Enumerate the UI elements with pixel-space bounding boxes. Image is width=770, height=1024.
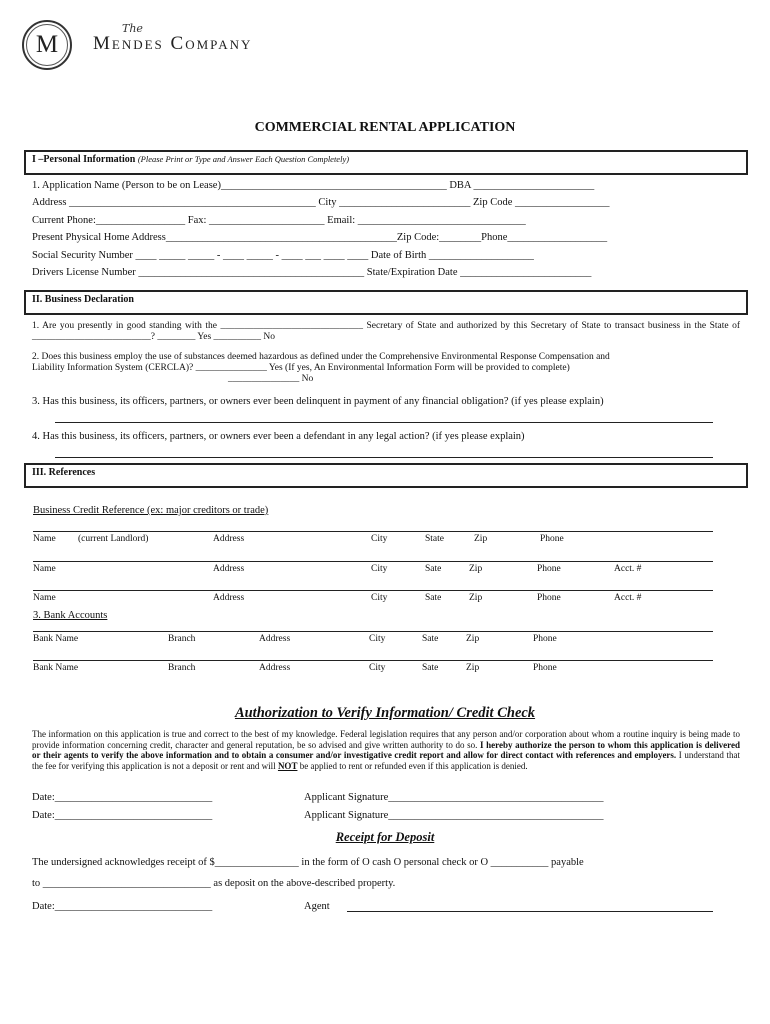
- section-heading: II. Business Declaration: [32, 294, 134, 305]
- credit-reference-line-2[interactable]: [33, 561, 713, 562]
- section-heading: III. References: [32, 467, 96, 478]
- bank-row-2-state: Sate: [422, 663, 439, 673]
- receipt-line-1[interactable]: The undersigned acknowledges receipt of $________________ in the form of O cash O personal check or O ___________ payable: [32, 857, 584, 868]
- authorization-paragraph: [32, 729, 740, 771]
- question-hazardous-line2[interactable]: Liability Information System (CERCLA)? _______________ Yes (If yes, An Environmental Information Form will be provided to complete): [32, 363, 570, 373]
- credit-row-2-address: Address: [213, 564, 245, 574]
- credit-row-1-city: City: [371, 534, 388, 544]
- authorization-date-1[interactable]: Date:______________________________: [32, 792, 213, 803]
- section-references: [24, 463, 748, 488]
- bank-row-2-address: Address: [259, 663, 291, 673]
- bank-row-1-phone: Phone: [533, 634, 557, 644]
- authorization-text-3: be applied to rent or refunded even if this application is denied.: [297, 760, 528, 771]
- credit-row-3-zip: Zip: [469, 593, 483, 603]
- authorization-text-1: The information on this application is true and correct to the best of my knowledge. Federal legislation requires that any person and/or corporation about whom a routine inquiry is being made to provide information concerning credit, character and general reputation, be so advised and give written authority to do so.: [32, 729, 740, 750]
- credit-row-2-city: City: [371, 564, 388, 574]
- credit-row-3-state: Sate: [425, 593, 442, 603]
- credit-row-1-landlord: (current Landlord): [78, 534, 149, 544]
- bank-accounts-heading: 3. Bank Accounts: [33, 610, 108, 621]
- question-hazardous-line1: 2. Does this business employ the use of substances deemed hazardous as defined under the Comprehensive Environmental Response Compensation and: [32, 352, 610, 362]
- bank-row-2-name: Bank Name: [33, 663, 79, 673]
- page-title: COMMERCIAL RENTAL APPLICATION: [254, 120, 516, 135]
- ssn-dob-row[interactable]: Social Security Number ____ _____ _____ - ____ _____ - ____ ___ ____ ____ Date of Birth ____________________: [32, 250, 534, 261]
- receipt-date[interactable]: Date:______________________________: [32, 901, 213, 912]
- authorization-text-2: I understand that the fee for verifying this application is not a deposit or rent and will: [32, 750, 740, 771]
- credit-row-3-phone: Phone: [537, 593, 561, 603]
- question-hazardous-no[interactable]: _______________ No: [228, 374, 314, 384]
- credit-reference-line-1[interactable]: [33, 531, 713, 532]
- section-heading: I –Personal Information: [32, 154, 136, 165]
- agent-signature-line[interactable]: [347, 911, 713, 912]
- credit-row-3-city: City: [371, 593, 388, 603]
- section-note: (Please Print or Type and Answer Each Question Completely): [137, 154, 350, 164]
- logo-letter: M: [26, 24, 68, 66]
- delinquent-answer-line[interactable]: [55, 422, 713, 423]
- authorization-text-not: NOT: [277, 760, 298, 771]
- address-row[interactable]: Address _______________________________________________ City _________________________ Zip Code __________________: [32, 197, 610, 208]
- question-delinquent: 3. Has this business, its officers, partners, or owners ever been delinquent in payment of any financial obligation? (if yes please explain): [32, 396, 604, 407]
- bank-line-2[interactable]: [33, 660, 713, 661]
- credit-row-1-phone: Phone: [540, 534, 564, 544]
- authorization-title: Authorization to Verify Information/ Credit Check: [234, 705, 536, 721]
- receipt-line-2[interactable]: to ________________________________ as deposit on the above-described property.: [32, 878, 396, 889]
- authorization-date-2[interactable]: Date:______________________________: [32, 810, 213, 821]
- drivers-license-row[interactable]: Drivers License Number ___________________________________________ State/Expiration Date _________________________: [32, 267, 592, 278]
- applicant-signature-1[interactable]: Applicant Signature_________________________________________: [304, 792, 604, 803]
- legal-action-answer-line[interactable]: [55, 457, 713, 458]
- credit-row-2-phone: Phone: [537, 564, 561, 574]
- section-business-declaration: [24, 290, 748, 315]
- question-good-standing[interactable]: 1. Are you presently in good standing with the ______________________________ Secretary of State and authorized by this Secretary of State to transact business in the State of _________________________? ________ Yes __________ No: [32, 321, 740, 342]
- bank-row-1-state: Sate: [422, 634, 439, 644]
- credit-row-3-name: Name: [33, 593, 56, 603]
- application-name-row[interactable]: 1. Application Name (Person to be on Lease)___________________________________________ DBA _______________________: [32, 180, 595, 191]
- bank-row-1-city: City: [369, 634, 386, 644]
- phone-fax-email-row[interactable]: Current Phone:_________________ Fax: ______________________ Email: ________________________________: [32, 215, 526, 226]
- company-logo: [22, 20, 72, 70]
- credit-row-2-account: Acct. #: [614, 564, 642, 574]
- authorization-text-bold: I hereby authorize the person to whom this application is delivered or their agents to verify the above information and to obtain a consumer and/or investigative credit report and allow for direct contact with references and employers.: [32, 739, 740, 760]
- question-legal-action: 4. Has this business, its officers, partners, or owners ever been a defendant in any legal action? (if yes please explain): [32, 431, 525, 442]
- section-personal-information: [24, 150, 748, 175]
- credit-row-1-name: Name: [33, 534, 56, 544]
- applicant-signature-2[interactable]: Applicant Signature_________________________________________: [304, 810, 604, 821]
- bank-row-1-name: Bank Name: [33, 634, 79, 644]
- home-address-row[interactable]: Present Physical Home Address____________________________________________Zip Code:________Phone___________________: [32, 232, 608, 243]
- bank-row-2-phone: Phone: [533, 663, 557, 673]
- credit-reference-heading: Business Credit Reference (ex: major creditors or trade): [33, 505, 269, 516]
- credit-row-2-state: Sate: [425, 564, 442, 574]
- bank-row-1-zip: Zip: [466, 634, 480, 644]
- credit-row-1-state: State: [425, 534, 444, 544]
- bank-row-2-city: City: [369, 663, 386, 673]
- bank-row-1-branch: Branch: [168, 634, 196, 644]
- credit-row-2-zip: Zip: [469, 564, 483, 574]
- bank-row-1-address: Address: [259, 634, 291, 644]
- bank-line-1[interactable]: [33, 631, 713, 632]
- credit-row-2-name: Name: [33, 564, 56, 574]
- agent-label: Agent: [304, 901, 330, 912]
- credit-row-1-zip: Zip: [474, 534, 488, 544]
- credit-row-1-address: Address: [213, 534, 245, 544]
- credit-reference-line-3[interactable]: [33, 590, 713, 591]
- credit-row-3-account: Acct. #: [614, 593, 642, 603]
- bank-row-2-branch: Branch: [168, 663, 196, 673]
- receipt-title: Receipt for Deposit: [335, 830, 435, 844]
- company-name: Mendes Company: [93, 33, 253, 54]
- credit-row-3-address: Address: [213, 593, 245, 603]
- bank-row-2-zip: Zip: [466, 663, 480, 673]
- logo-the-text: The: [122, 22, 143, 35]
